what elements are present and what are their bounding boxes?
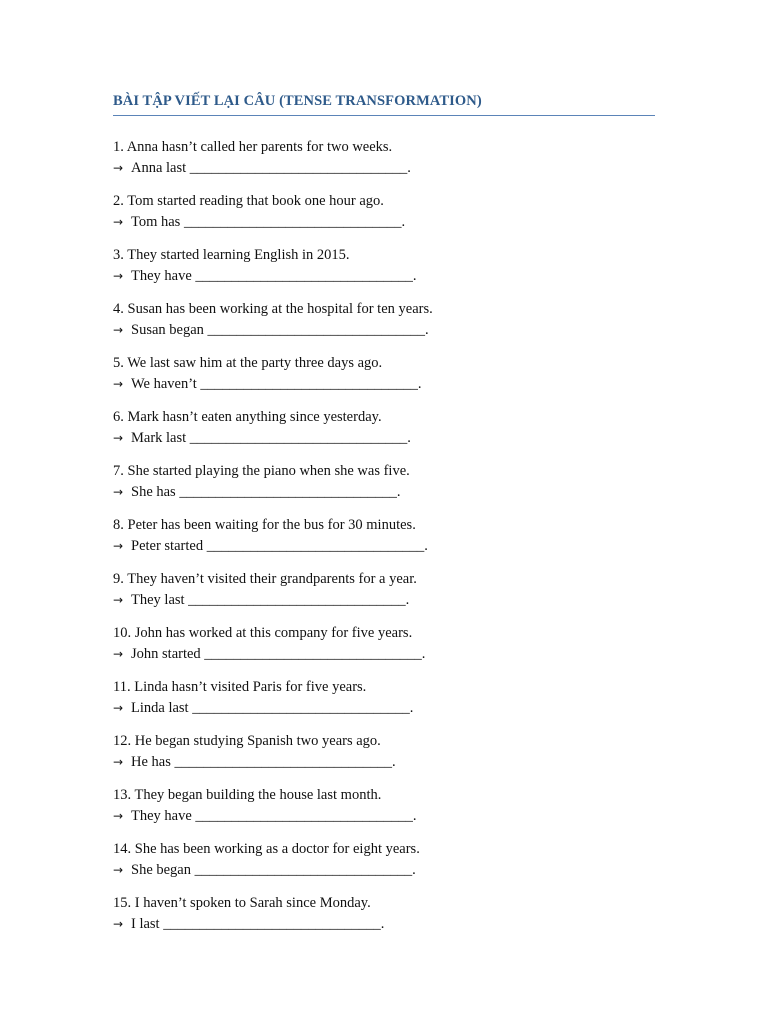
exercise-question: 12. He began studying Spanish two years ago. xyxy=(113,733,381,749)
arrow-icon: → xyxy=(113,755,124,769)
answer-prompt: We haven’t ______________________________. xyxy=(131,376,422,392)
answer-prompt: He has ______________________________. xyxy=(131,754,396,770)
exercise-answer-line xyxy=(113,752,655,773)
exercise-answer-line xyxy=(113,266,655,287)
answer-prompt: Tom has ______________________________. xyxy=(131,214,406,230)
arrow-icon: → xyxy=(113,917,124,931)
arrow-icon: → xyxy=(113,323,124,337)
exercise-item xyxy=(113,299,655,341)
answer-prompt: John started ______________________________. xyxy=(131,646,426,662)
exercise-item xyxy=(113,245,655,287)
exercise-question: 1. Anna hasn’t called her parents for two weeks. xyxy=(113,139,393,155)
exercise-answer-line xyxy=(113,914,655,935)
arrow-icon: → xyxy=(113,863,124,877)
exercise-answer-line xyxy=(113,536,655,557)
exercise-item xyxy=(113,515,655,557)
exercise-answer-line xyxy=(113,806,655,827)
exercise-question: 8. Peter has been waiting for the bus for 30 minutes. xyxy=(113,517,416,533)
exercise-answer-line xyxy=(113,590,655,611)
answer-prompt: She has ______________________________. xyxy=(131,484,401,500)
arrow-icon: → xyxy=(113,215,124,229)
exercise-item xyxy=(113,137,655,179)
exercise-item xyxy=(113,191,655,233)
arrow-icon: → xyxy=(113,161,124,175)
exercise-question: 14. She has been working as a doctor for eight years. xyxy=(113,841,420,857)
answer-prompt: They have ______________________________. xyxy=(131,808,417,824)
arrow-icon: → xyxy=(113,269,124,283)
exercise-question: 13. They began building the house last month. xyxy=(113,787,382,803)
answer-prompt: I last ______________________________. xyxy=(131,916,385,932)
exercise-question: 5. We last saw him at the party three days ago. xyxy=(113,355,383,371)
exercise-question: 2. Tom started reading that book one hour ago. xyxy=(113,193,384,209)
exercise-item xyxy=(113,407,655,449)
exercise-item xyxy=(113,893,655,935)
answer-prompt: She began ______________________________. xyxy=(131,862,416,878)
answer-prompt: Peter started ______________________________. xyxy=(131,538,428,554)
exercise-list xyxy=(113,137,655,935)
exercise-item xyxy=(113,677,655,719)
answer-prompt: Anna last ______________________________. xyxy=(131,160,411,176)
exercise-item xyxy=(113,839,655,881)
document-page xyxy=(113,92,655,947)
exercise-question: 10. John has worked at this company for five years. xyxy=(113,625,413,641)
exercise-item xyxy=(113,731,655,773)
exercise-answer-line xyxy=(113,212,655,233)
exercise-answer-line xyxy=(113,374,655,395)
answer-prompt: Susan began ______________________________. xyxy=(131,322,429,338)
arrow-icon: → xyxy=(113,539,124,553)
exercise-question: 3. They started learning English in 2015. xyxy=(113,247,350,263)
answer-prompt: Mark last ______________________________. xyxy=(131,430,411,446)
exercise-answer-line xyxy=(113,644,655,665)
exercise-item xyxy=(113,785,655,827)
exercise-answer-line xyxy=(113,698,655,719)
exercise-question: 9. They haven’t visited their grandparents for a year. xyxy=(113,571,417,587)
exercise-item xyxy=(113,461,655,503)
answer-prompt: They have ______________________________. xyxy=(131,268,417,284)
exercise-answer-line xyxy=(113,428,655,449)
exercise-answer-line xyxy=(113,860,655,881)
page-title: BÀI TẬP VIẾT LẠI CÂU (TENSE TRANSFORMATION) xyxy=(113,92,655,116)
arrow-icon: → xyxy=(113,593,124,607)
exercise-answer-line xyxy=(113,320,655,341)
arrow-icon: → xyxy=(113,485,124,499)
exercise-question: 15. I haven’t spoken to Sarah since Monday. xyxy=(113,895,371,911)
exercise-item xyxy=(113,623,655,665)
exercise-item xyxy=(113,353,655,395)
exercise-answer-line xyxy=(113,158,655,179)
arrow-icon: → xyxy=(113,701,124,715)
exercise-item xyxy=(113,569,655,611)
exercise-question: 4. Susan has been working at the hospital for ten years. xyxy=(113,301,433,317)
exercise-question: 6. Mark hasn’t eaten anything since yesterday. xyxy=(113,409,382,425)
arrow-icon: → xyxy=(113,647,124,661)
arrow-icon: → xyxy=(113,809,124,823)
exercise-question: 11. Linda hasn’t visited Paris for five years. xyxy=(113,679,367,695)
exercise-question: 7. She started playing the piano when she was five. xyxy=(113,463,410,479)
arrow-icon: → xyxy=(113,377,124,391)
answer-prompt: Linda last ______________________________. xyxy=(131,700,414,716)
exercise-answer-line xyxy=(113,482,655,503)
arrow-icon: → xyxy=(113,431,124,445)
answer-prompt: They last ______________________________. xyxy=(131,592,410,608)
